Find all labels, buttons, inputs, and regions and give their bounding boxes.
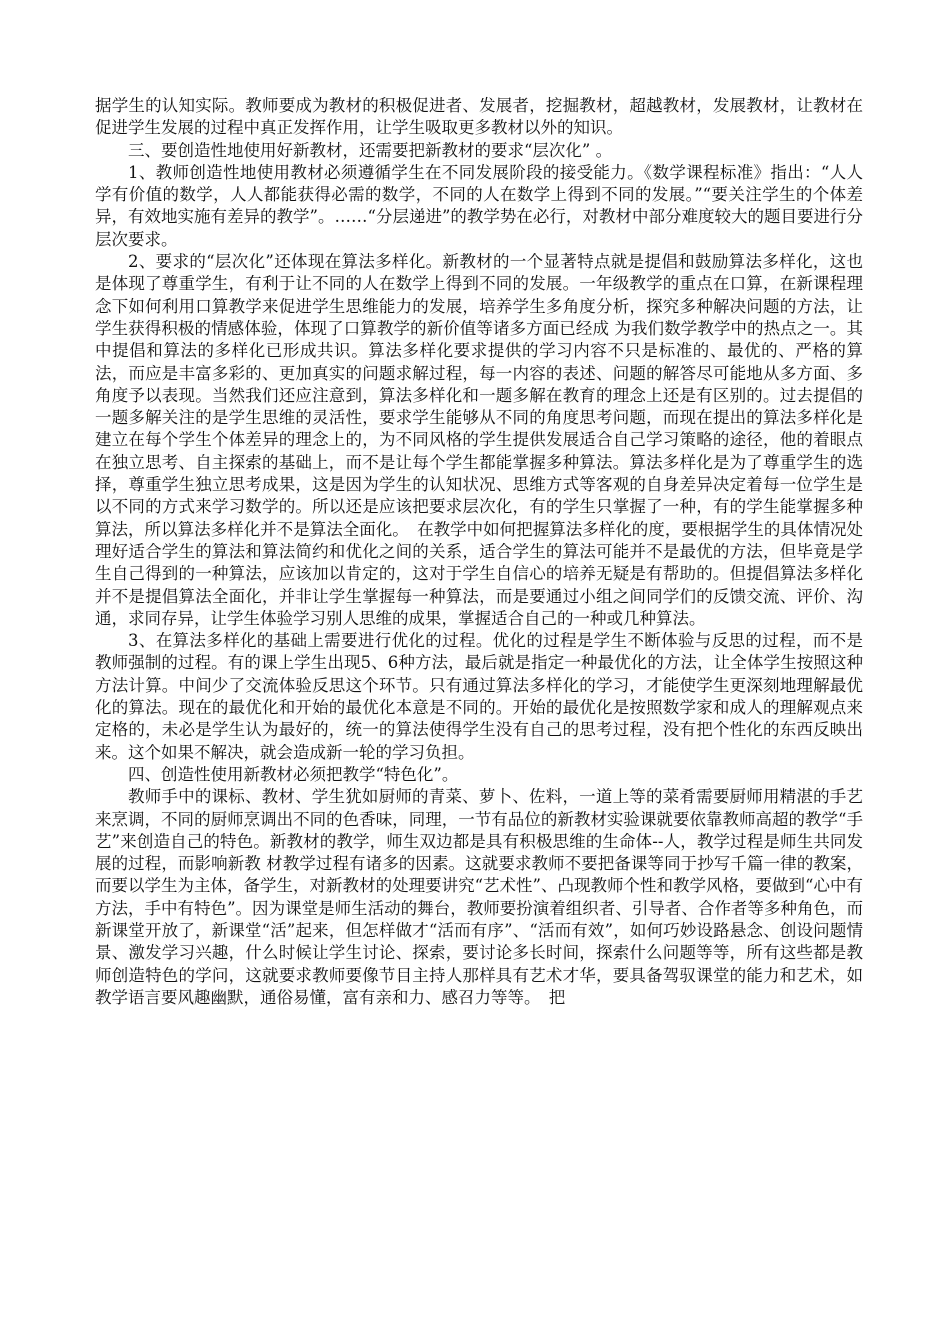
paragraph-3-1: 1、教师创造性地使用教材必须遵循学生在不同发展阶段的接受能力。《数学课程标准》指出：“人人学有价值的数学，人人都能获得必需的数学，不同的人在数学上得到不同的发展。”“要关注学生的个体差异，有效地实施有差异的教学”。……“分层递进”的教学势在必行，对教材中部分难度较大的题目要进行分层次要求。	[95, 162, 863, 249]
document-page	[95, 95, 863, 1009]
paragraph-continuation: 据学生的认知实际。教师要成为教材的积极促进者、发展者，挖掘教材，超越教材，发展教材，让教材在促进学生发展的过程中真正发挥作用，让学生吸取更多教材以外的知识。	[95, 96, 863, 138]
paragraph-4-1: 教师手中的课标、教材、学生犹如厨师的青菜、萝卜、佐料，一道上等的菜肴需要厨师用精湛的手艺来烹调，不同的厨师烹调出不同的色香味，同理，一节有品位的新教材实验课就要依靠教师高超的教学“手艺”来创造自己的特色。新教材的教学，师生双边都是具有积极思维的生命体--人，教学过程是师生共同发展的过程，而影响新教 材教学过程有诸多的因素。这就要求教师不要把备课等同于抄写千篇一律的教案，而要以学生为主体，备学生，对新教材的处理要讲究“艺术性”、凸现教师个性和教学风格，要做到“心中有方法，手中有特色”。因为课堂是师生活动的舞台，教师要扮演着组织者、引导者、合作者等多种角色，而新课堂开放了，新课堂“活”起来，但怎样做才“活而有序”、“活而有效”，如何巧妙设路悬念、创设问题情景、激发学习兴趣，什么时候让学生讨论、探索，要讨论多长时间，探索什么问题等等，所有这些都是教师创造特色的学问，这就要求教师要像节目主持人那样具有艺术才华，要具备驾驭课堂的能力和艺术，如教学语言要风趣幽默，通俗易懂，富有亲和力、感召力等等。 把	[95, 787, 863, 1007]
section-heading-3: 三、要创造性地使用好新教材，还需要把新教材的要求“层次化” 。	[128, 140, 613, 160]
section-heading-4: 四、创造性使用新教材必须把教学“特色化”。	[128, 764, 459, 784]
paragraph-3-3: 3、在算法多样化的基础上需要进行优化的过程。优化的过程是学生不断体验与反思的过程，而不是教师强制的过程。有的课上学生出现5、6种方法，最后就是指定一种最优化的方法，让全体学生按照这种方法计算。中间少了交流体验反思这个环节。只有通过算法多样化的学习，才能使学生更深刻地理解最优化的算法。现在的最优化和开始的最优化本意是不同的。开始的最优化是按照数学家和成人的理解观点来定格的，未必是学生认为最好的，统一的算法使得学生没有自己的思考过程，没有把个性化的东西反映出来。这个如果不解决，就会造成新一轮的学习负担。	[95, 631, 863, 762]
paragraph-3-2: 2、要求的“层次化”还体现在算法多样化。新教材的一个显著特点就是提倡和鼓励算法多样化，这也是体现了尊重学生，有利于让不同的人在数学上得到不同的发展。一年级教学的重点在口算，在新课程理念下如何利用口算教学来促进学生思维能力的发展，培养学生多角度分析，探究多种解决问题的方法，让学生获得积极的情感体验，体现了口算教学的新价值等诸多方面已经成 为我们数学教学中的热点之一。其中提倡和算法的多样化已形成共识。算法多样化要求提供的学习内容不只是标准的、最优的、严格的算法，而应是丰富多彩的、更加真实的问题求解过程，每一内容的表述、问题的解答尽可能地从多方面、多角度予以表现。当然我们还应注意到，算法多样化和一题多解在教育的理念上还是有区别的。过去提倡的一题多解关注的是学生思维的灵活性，要求学生能够从不同的角度思考问题，而现在提出的算法多样化是建立在每个学生个体差异的理念上的，为不同风格的学生提供发展适合自己学习策略的途径，他的着眼点在独立思考、自主探索的基础上，而不是让每个学生都能掌握多种算法。算法多样化是为了尊重学生的选择，尊重学生独立思考成果，这是因为学生的认知状况、思维方式等客观的自身差异决定着每一位学生是以不同的方式来学习数学的。所以还是应该把要求层次化，有的学生只掌握了一种，有的学生能掌握多种算法，所以算法多样化并不是算法全面化。 在教学中如何把握算法多样化的度，要根据学生的具体情况处理好适合学生的算法和算法简约和优化之间的关系，适合学生的算法可能并不是最优的方法，但毕竟是学生自己得到的一种算法，应该加以肯定的，这对于学生自信心的培养无疑是有帮助的。但提倡算法多样化并不是提倡算法全面化，并非让学生掌握每一种算法，而是要通过小组之间同学们的反馈交流、评价、沟通，求同存异，让学生体验学习别人思维的成果，掌握适合自己的一种或几种算法。	[95, 252, 863, 628]
